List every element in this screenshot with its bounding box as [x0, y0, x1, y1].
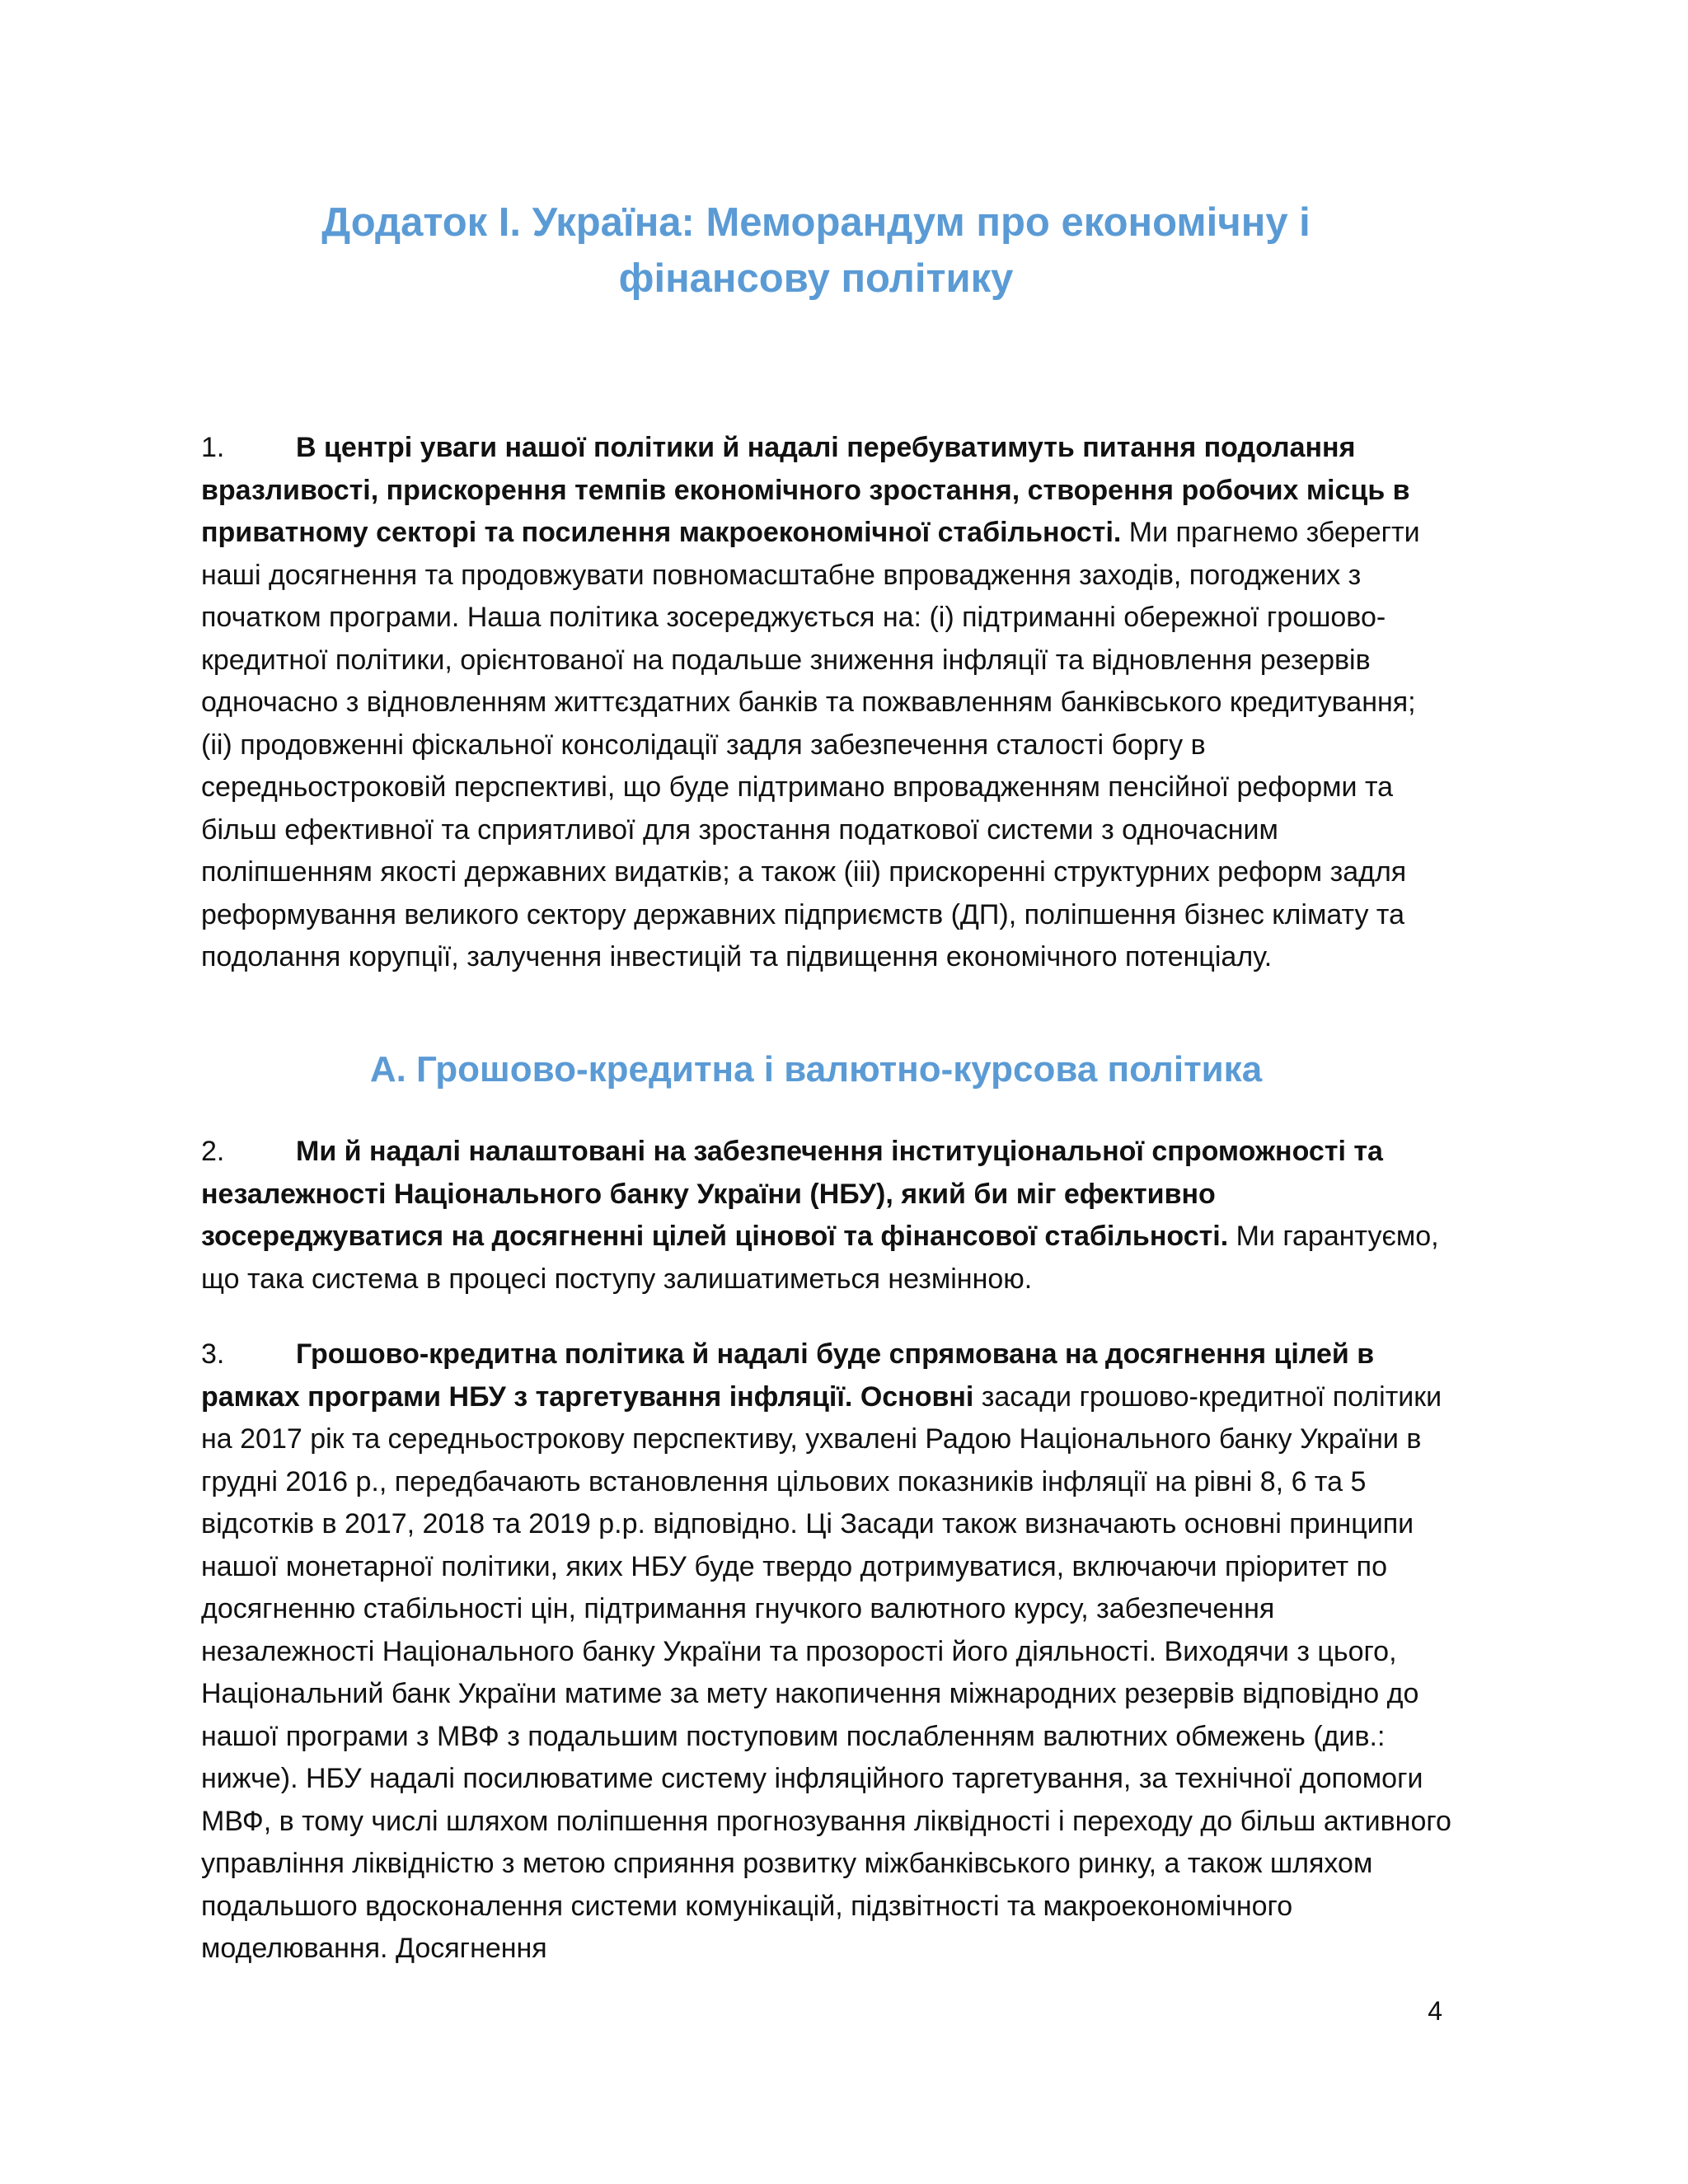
- title-line-2: фінансову політику: [618, 256, 1014, 301]
- paragraph-text: Ми гарантуємо, що така система в процесі поступу залишатиметься незмінною.: [201, 1221, 1439, 1295]
- paragraph-text: засади грошово-кредитної політики на 2017 рік та середньострокову перспективу, ухвалені Радою Національного банку України в грудні 2016 р., передбачають встановлення цільових показників інфляції на рівні 8, 6 та 5 відсотків в 2017, 2018 та 2019 р.р. відповідно. Ці Засади також визначають основні принципи нашої монетарної політики, яких НБУ буде твердо дотримуватися, включаючи пріоритет по досягненню стабільності цін, підтримання гнучкого валютного курсу, забезпечення незалежності Національного банку України та прозорості його діяльності. Виходячи з цього, Національний банк України матиме за мету накопичення міжнародних резервів відповідно до нашої програми з МВФ з подальшим поступовим послабленням валютних обмежень (див.: нижче). НБУ надалі посилюватиме систему інфляційного таргетування, за технічної допомоги МВФ, в тому числі шляхом поліпшення прогнозування ліквідності і переходу до більш активного управління ліквідністю з метою сприяння розвитку міжбанківського ринку, а також шляхом подальшого вдосконалення системи комунікацій, підзвітності та макроекономічного моделювання. Досягнення: [201, 1380, 1451, 1964]
- paragraph-number: 2.: [201, 1136, 225, 1167]
- paragraph-bold-text: Грошово-кредитна політика й надалі буде спрямована на досягнення цілей в рамках програми НБУ з таргетування інфляції. Основні: [201, 1338, 1375, 1413]
- paragraph-number: 3.: [201, 1338, 225, 1370]
- paragraph-bold-text: В центрі уваги нашої політики й надалі перебуватимуть питання подолання вразливості, прискорення темпів економічного зростання, створення робочих місць в приватному секторі та посилення макроекономічної стабільності.: [201, 432, 1410, 548]
- page-number: 4: [1428, 1996, 1442, 2026]
- paragraph-bold-text: Ми й надалі налаштовані на забезпечення інституціональної спроможності та незалежності Національного банку України (НБУ), який би міг ефективно зосереджуватися на досягненні цілей цінової та фінансової стабільності.: [201, 1136, 1383, 1252]
- paragraph-text: Ми прагнемо зберегти наші досягнення та продовжувати повномасштабне впровадження заходів, погоджених з початком програми. Наша політика зосереджується на: (i) підтриманні обережної грошово-кредитної політики, орієнтованої на подальше зниження інфляції та відновлення резервів одночасно з відновленням життєздатних банків та пожвавленням банківського кредитування; (ii) продовженні фіскальної консолідації задля забезпечення сталості боргу в середньостроковій перспективі, що буде підтримано впровадженням пенсійної реформи та більш ефективної та сприятливої для зростання податкової системи з одночасним поліпшенням якості державних видатків; а також (iii) прискоренні структурних реформ задля реформування великого сектору державних підприємств (ДП), поліпшення бізнес клімату та подолання корупції, залучення інвестицій та підвищення економічного потенціалу.: [201, 517, 1420, 972]
- title-line-1: Додаток I. Україна: Меморандум про економічну і: [321, 200, 1311, 245]
- section-a-heading: А. Грошово-кредитна і валютно-курсова політика: [369, 1049, 1263, 1090]
- paragraph-1: [201, 427, 1454, 979]
- document-title: [247, 194, 1385, 307]
- paragraph-2: [201, 1131, 1454, 1301]
- paragraph-number: 1.: [201, 432, 225, 463]
- paragraph-3: [201, 1333, 1454, 1971]
